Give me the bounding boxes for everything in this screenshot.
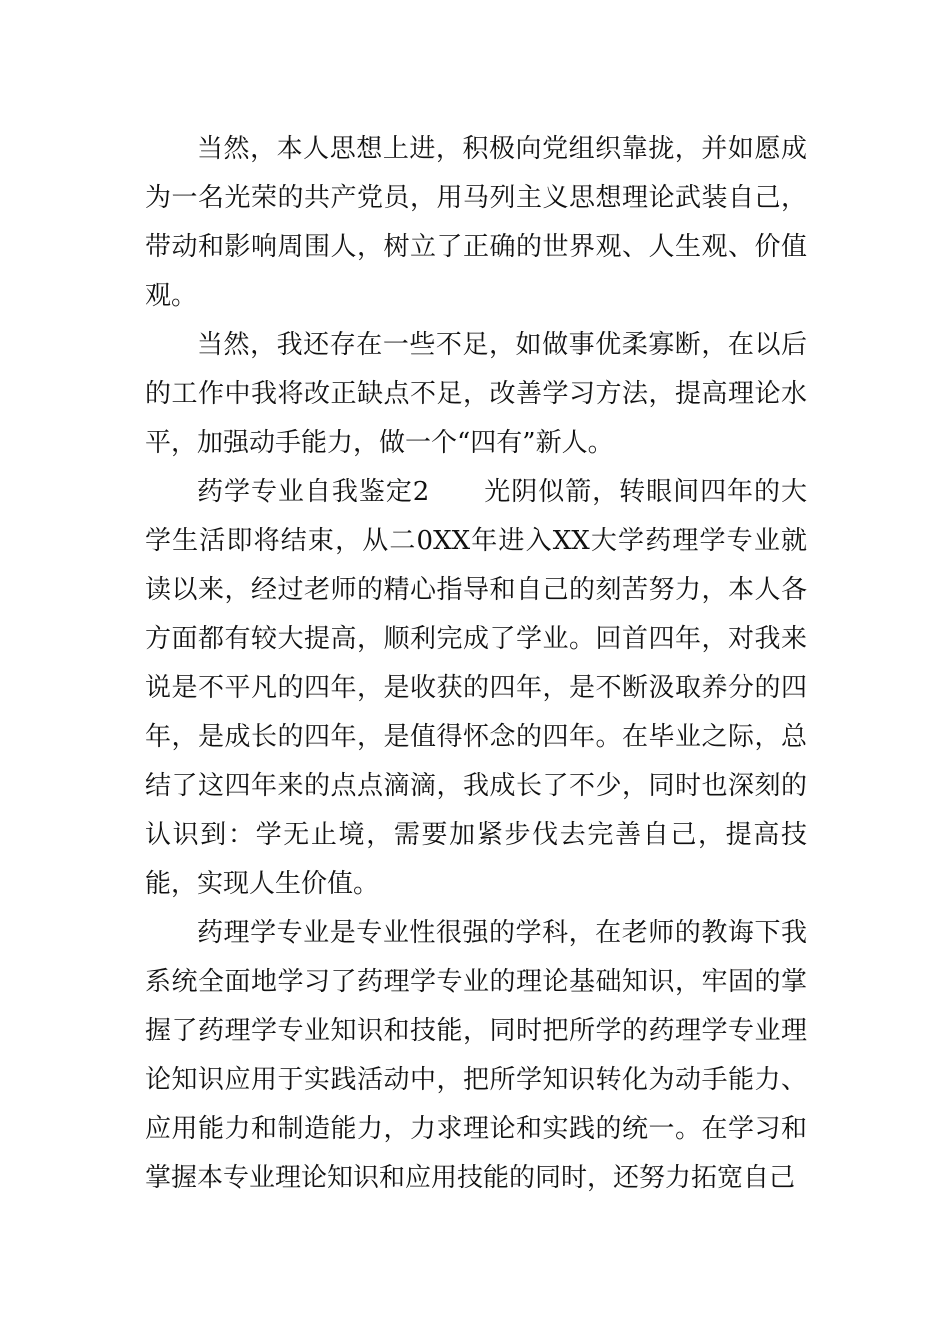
paragraph-1: 当然，本人思想上进，积极向党组织靠拢，并如愿成为一名光荣的共产党员，用马列主义思想理论武装自己，带动和影响周围人，树立了正确的世界观、人生观、价值观。	[145, 134, 807, 311]
paragraph-4: 药理学专业是专业性很强的学科，在老师的教诲下我系统全面地学习了药理学专业的理论基础知识，牢固的掌握了药理学专业知识和技能，同时把所学的药理学专业理论知识应用于实践活动中，把所学知识转化为动手能力、应用能力和制造能力，力求理论和实践的统一。在学习和掌握本专业理论知识和应用技能的同时，还努力拓宽自己	[145, 918, 807, 1193]
paragraph-2: 当然，我还存在一些不足，如做事优柔寡断，在以后的工作中我将改正缺点不足，改善学习方法，提高理论水平，加强动手能力，做一个“四有”新人。	[145, 330, 807, 458]
paragraph-3: 药学专业自我鉴定2 光阴似箭，转眼间四年的大学生活即将结束，从二0XX年进入XX大学药理学专业就读以来，经过老师的精心指导和自己的刻苦努力，本人各方面都有较大提高，顺利完成了学业。回首四年，对我来说是不平凡的四年，是收获的四年，是不断汲取养分的四年，是成长的四年，是值得怀念的四年。在毕业之际，总结了这四年来的点点滴滴，我成长了不少，同时也深刻的认识到：学无止境，需要加紧步伐去完善自己，提高技能，实现人生价值。	[145, 477, 807, 899]
document-body	[145, 125, 807, 1203]
